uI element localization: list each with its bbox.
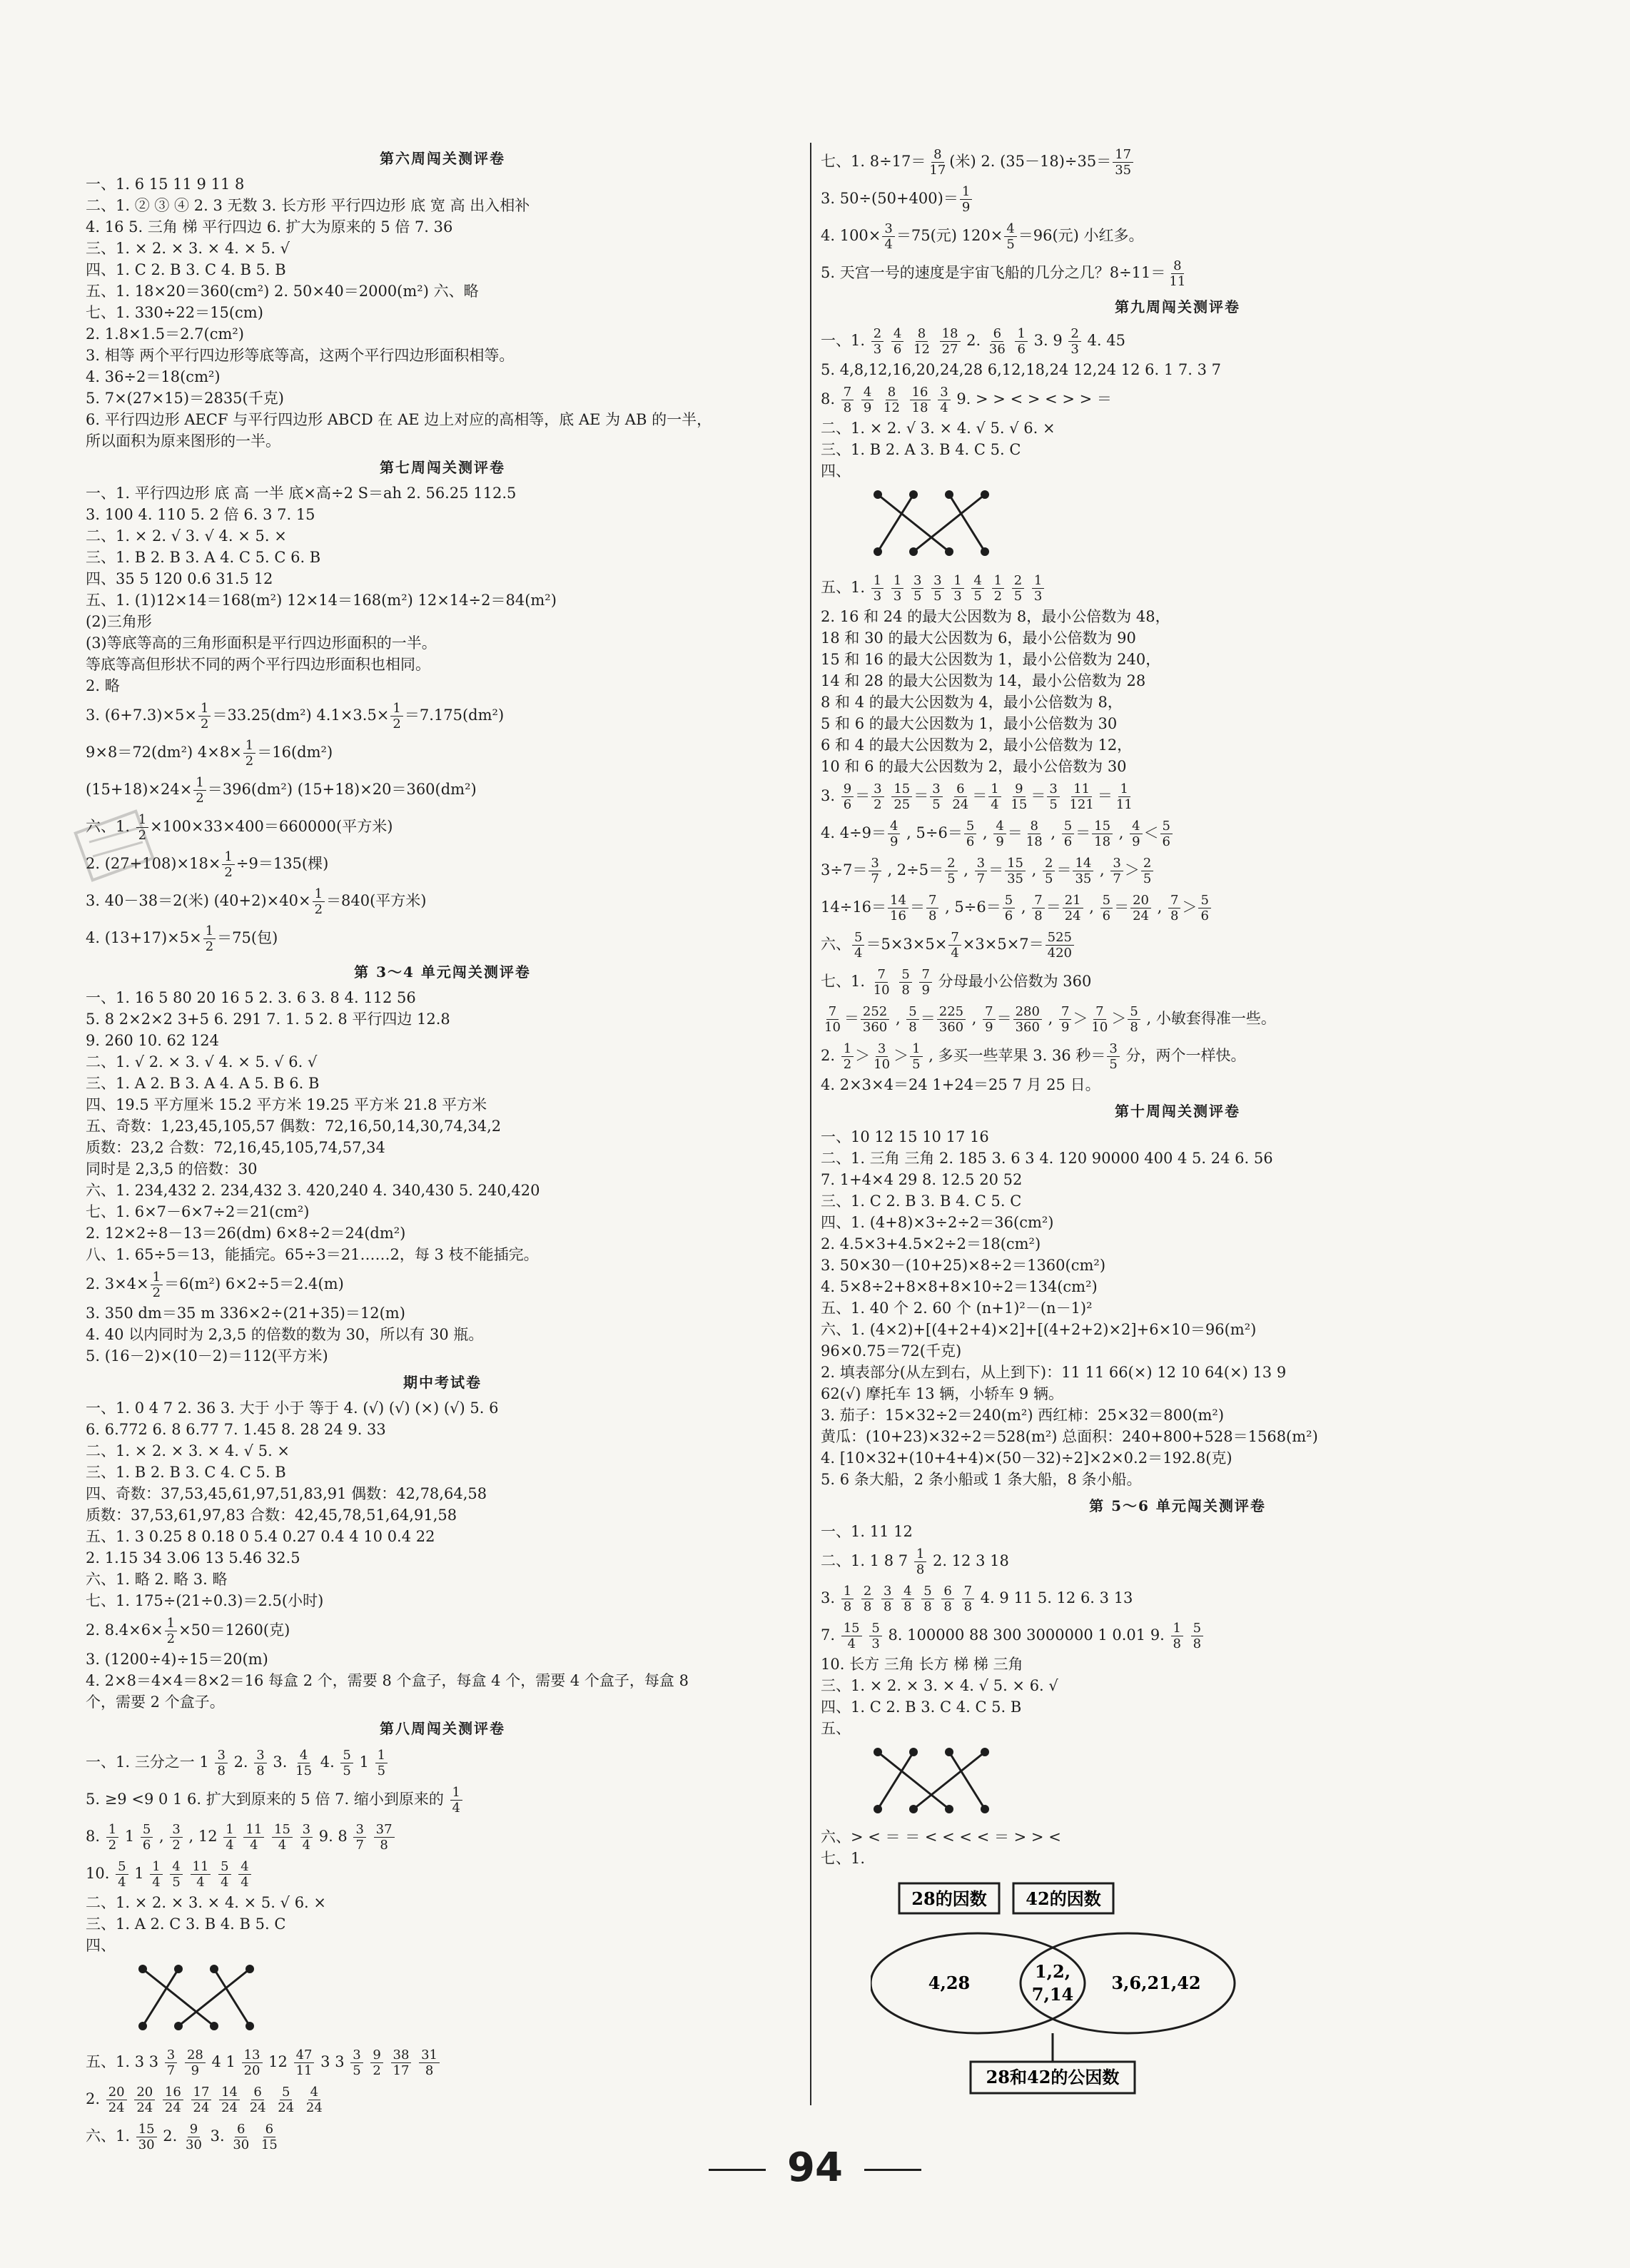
answer-line: 二、1. × 2. × 3. × 4. × 5. √ 6. × <box>86 1894 327 1911</box>
answer-line: 三、1. B 2. B 3. C 4. C 5. B <box>86 1464 286 1481</box>
venn-diagram <box>871 1869 1270 2112</box>
answer-line: 4. 40 以内同时为 2,3,5 的倍数的数为 30，所以有 30 瓶。 <box>86 1326 484 1343</box>
answer-line: 2. 填表部分(从左到右，从上到下)：11 11 66(×) 12 10 64(×) 13 9 <box>821 1364 1287 1381</box>
answer-line: 五、1. 3 0.25 8 0.18 0 5.4 0.27 0.4 4 10 0.4 22 <box>86 1528 435 1545</box>
section-title: 第九周闯关测评卷 <box>1115 298 1240 315</box>
answer-line: 5. 6 条大船，2 条小船或 1 条大船，8 条小船。 <box>821 1471 1142 1488</box>
venn-left-only: 4,28 <box>928 1973 971 1993</box>
matching-lines-diagram <box>864 1745 1006 1816</box>
answer-line: 3. 100 4. 110 5. 2 倍 6. 3 7. 15 <box>86 506 315 523</box>
answer-line: 等底等高但形状不同的两个平行四边形面积也相同。 <box>86 656 430 673</box>
answer-line: 15 和 16 的最大公因数为 1，最小公倍数为 240， <box>821 651 1161 668</box>
answer-line: 四、19.5 平方厘米 15.2 平方米 19.25 平方米 21.8 平方米 <box>86 1096 487 1113</box>
answer-line: 96×0.75＝72(千克) <box>821 1342 962 1360</box>
answer-line: 2. (27+108)×18× $\frac{1}{2}$ ÷9＝135(棵) <box>86 849 329 880</box>
answer-line: 2. 16 和 24 的最大公因数为 8，最小公倍数为 48， <box>821 608 1170 625</box>
answer-line: 5. (16－2)×(10－2)＝112(平方米) <box>86 1347 328 1365</box>
column-divider <box>810 143 811 2105</box>
answer-line: 一、1. 11 12 <box>821 1523 913 1540</box>
answer-line: 个，需要 2 个盒子。 <box>86 1694 225 1711</box>
section-title: 第 5～6 单元闯关测评卷 <box>1089 1497 1266 1514</box>
answer-line: 四、 <box>821 462 851 480</box>
section-title: 第十周闯关测评卷 <box>1115 1103 1240 1120</box>
answer-line: 三、1. C 2. B 3. B 4. C 5. C <box>821 1193 1022 1210</box>
answer-line: 五、1. 40 个 2. 60 个 (n+1)²－(n－1)² <box>821 1300 1093 1317</box>
answer-line: 五、 <box>821 1720 851 1737</box>
answer-line: 三、1. B 2. B 3. A 4. C 5. C 6. B <box>86 549 321 566</box>
answer-line: 五、奇数：1,23,45,105,57 偶数：72,16,50,14,30,74,34,2 <box>86 1118 502 1135</box>
answer-line: 三、1. × 2. × 3. × 4. √ 5. × 6. √ <box>821 1677 1058 1694</box>
answer-line: 18 和 30 的最大公因数为 6，最小公倍数为 90 <box>821 629 1136 647</box>
answer-line: 5. 4,8,12,16,20,24,28 6,12,18,24 12,24 12 6. 1 7. 3 7 <box>821 361 1222 378</box>
answer-line: 二、1. × 2. √ 3. × 4. √ 5. √ 6. × <box>821 420 1056 437</box>
answer-line: 2. 略 <box>86 677 120 694</box>
answer-line: 4. (13+17)×5× $\frac{1}{2}$ ＝75(包) <box>86 923 278 954</box>
answer-line: 四、1. C 2. B 3. C 4. B 5. B <box>86 261 286 278</box>
answer-line: 2. $\frac{1}{2}$ ＞ $\frac{3}{10}$ ＞ $\frac{1}{5}$ , 多买一些苹果 3. 36 秒＝ $\frac{3}{5}$ 分，两个一样快。 <box>821 1041 1246 1072</box>
answer-line: 五、1. 3 3 $\frac{3}{7}$ $\frac{28}{9}$ 4 1 $\frac{13}{20}$ 12 $\frac{47}{11}$ 3 3 $\frac{3}{5}$ $\frac{9}{2}$ $\frac{38}{17}$ $\frac{31}{8}$ <box>86 2043 799 2080</box>
answer-line: 3. 相等 两个平行四边形等底等高，这两个平行四边形面积相等。 <box>86 347 515 364</box>
answer-line: 二、1. √ 2. × 3. √ 4. × 5. √ 6. √ <box>86 1053 318 1070</box>
answer-line: 二、1. × 2. √ 3. √ 4. × 5. × <box>86 527 287 545</box>
answer-line: 3. (6+7.3)×5× $\frac{1}{2}$ ＝33.25(dm²) 4.1×3.5× $\frac{1}{2}$ ＝7.175(dm²) <box>86 701 505 731</box>
right-column <box>821 143 1534 2115</box>
answer-line: 六、> < ＝ ＝ < < < < ＝ > > < <box>821 1828 1061 1846</box>
answer-line: 黄瓜：(10+23)×32÷2＝528(m²) 总面积：240+800+528＝1568(m²) <box>821 1428 1318 1445</box>
answer-line: 二、1. × 2. × 3. × 4. √ 5. × <box>86 1442 290 1459</box>
answer-line: 七、1. 6×7－6×7÷2＝21(cm²) <box>86 1203 310 1220</box>
answer-line: 4. 4÷9＝ $\frac{4}{9}$ , 5÷6＝ $\frac{5}{6}$ , $\frac{4}{9}$ ＝ $\frac{8}{18}$ , $\frac{5}{6}$ ＝ $\frac{15}{18}$ , $\frac{4}{9}$ ＜ $\frac{5}{6}$ <box>821 814 1534 851</box>
answer-line: 5. 8 2×2×2 3+5 6. 291 7. 1. 5 2. 8 平行四边 12.8 <box>86 1011 450 1028</box>
answer-line: 六、1. $\frac{1}{2}$ ×100×33×400＝660000(平方米) <box>86 812 393 843</box>
answer-line: 六、1. 234,432 2. 234,432 3. 420,240 4. 340,430 5. 240,420 <box>86 1182 540 1199</box>
section-title: 期中考试卷 <box>403 1374 482 1391</box>
answer-line: 八、1. 65÷5＝13，能插完。65÷3＝21……2，每 3 枝不能插完。 <box>86 1246 539 1263</box>
answer-line: 3. 茄子：15×32÷2＝240(m²) 西红柿：25×32＝800(m²) <box>821 1407 1225 1424</box>
answer-line: 5. ≥9 <9 0 1 6. 扩大到原来的 5 倍 7. 缩小到原来的 $\frac{1}{4}$ <box>86 1781 799 1818</box>
answer-line: (15+18)×24× $\frac{1}{2}$ ＝396(dm²) (15+18)×20＝360(dm²) <box>86 775 477 806</box>
answer-line: 6. 6.772 6. 8 6.77 7. 1.45 8. 28 24 9. 33 <box>86 1421 386 1438</box>
answer-line: 4. 100× $\frac{3}{4}$ ＝75(元) 120× $\frac{4}{5}$ ＝96(元) 小红多。 <box>821 221 1144 252</box>
answer-line: 4. [10×32+(10+4+4)×(50－32)÷2]×2×0.2＝192.8(克) <box>821 1449 1232 1467</box>
stamp-icon <box>71 799 164 892</box>
answer-line: 2. 1.8×1.5＝2.7(cm²) <box>86 325 244 343</box>
answer-line: 一、1. 6 15 11 9 11 8 <box>86 176 245 193</box>
answer-line: 7. $\frac{15}{4}$ $\frac{5}{3}$ 8. 100000 88 300 3000000 1 0.01 9. $\frac{1}{8}$ $\frac{5}{8}$ <box>821 1616 1534 1654</box>
answer-line: 一、1. $\frac{2}{3}$ $\frac{4}{6}$ $\frac{8}{12}$ $\frac{18}{27}$ 2. $\frac{6}{36}$ $\frac{1}{6}$ 3. 9 $\frac{2}{3}$ 4. 45 <box>821 326 1125 357</box>
answer-line: 2. 3×4× $\frac{1}{2}$ ＝6(m²) 6×2÷5＝2.4(m) <box>86 1270 344 1300</box>
answer-line: 五、1. (1)12×14＝168(m²) 12×14＝168(m²) 12×14÷2＝84(m²) <box>86 592 557 609</box>
answer-line: 3. 40－38＝2(米) (40+2)×40× $\frac{1}{2}$ ＝840(平方米) <box>86 886 427 917</box>
venn-right-label: 42的因数 <box>1026 1888 1101 1909</box>
answer-line: 10. $\frac{5}{4}$ 1 $\frac{1}{4}$ $\frac{4}{5}$ $\frac{11}{4}$ $\frac{5}{4}$ $\frac{4}{4}$ <box>86 1855 799 1892</box>
section-title: 第六周闯关测评卷 <box>380 150 505 167</box>
answer-line: 2. 8.4×6× $\frac{1}{2}$ ×50＝1260(克) <box>86 1616 290 1646</box>
left-column <box>86 143 799 2155</box>
answer-line: 三、1. B 2. A 3. B 4. C 5. C <box>821 441 1021 458</box>
answer-line: 10 和 6 的最大公因数为 2，最小公倍数为 30 <box>821 758 1127 775</box>
answer-line: 六、1. (4×2)+[(4+2+4)×2]+[(4+2+2)×2]+6×10＝96(m²) <box>821 1321 1257 1338</box>
answer-line: 七、1. $\frac{7}{10}$ $\frac{5}{8}$ $\frac{7}{9}$ 分母最小公倍数为 360 <box>821 967 1092 998</box>
answer-line: 5 和 6 的最大公因数为 1，最小公倍数为 30 <box>821 715 1118 732</box>
venn-common: 7,14 <box>1031 1984 1074 2005</box>
answer-line: 14 和 28 的最大公因数为 14，最小公倍数为 28 <box>821 672 1146 689</box>
answer-line: 14÷16＝ $\frac{14}{16}$ ＝ $\frac{7}{8}$ , 5÷6＝ $\frac{5}{6}$ , $\frac{7}{8}$ ＝ $\frac{21}{24}$ , $\frac{5}{6}$ ＝ $\frac{20}{24}$ , $\frac{7}{8}$ ＞ $\frac{5}{6}$ <box>821 889 1534 926</box>
answer-line: 三、1. A 2. C 3. B 4. B 5. C <box>86 1915 286 1933</box>
answer-line: 6. 平行四边形 AECF 与平行四边形 ABCD 在 AE 边上对应的高相等，底 AE 为 AB 的一半， <box>86 411 712 428</box>
answer-line: 四、奇数：37,53,45,61,97,51,83,91 偶数：42,78,64,58 <box>86 1485 487 1502</box>
answer-line: 二、1. ② ③ ④ 2. 3 无数 3. 长方形 平行四边形 底 宽 高 出入相补 <box>86 197 530 214</box>
answer-line: 3. $\frac{9}{6}$ ＝ $\frac{3}{2}$ $\frac{15}{25}$ ＝ $\frac{3}{5}$ $\frac{6}{24}$ ＝ $\frac{1}{4}$ $\frac{9}{15}$ ＝ $\frac{3}{5}$ $\frac{11}{121}$ ＝ $\frac{1}{11}$ <box>821 781 1133 812</box>
section-title: 第八周闯关测评卷 <box>380 1720 505 1737</box>
matching-lines-diagram <box>864 487 1006 559</box>
section-title: 第 3～4 单元闯关测评卷 <box>354 963 531 981</box>
answer-line: 七、1. 8÷17＝ $\frac{8}{17}$ (米) 2. (35－18)÷35＝ $\frac{17}{35}$ <box>821 143 1534 180</box>
answer-line: 7. 1+4×4 29 8. 12.5 20 52 <box>821 1171 1023 1188</box>
answer-line: 2. 12×2÷8－13＝26(dm) 6×8÷2＝24(dm²) <box>86 1225 406 1242</box>
page-number: 94 <box>0 2145 1630 2191</box>
answer-line: 同时是 2,3,5 的倍数：30 <box>86 1160 258 1178</box>
answer-line: 2. 4.5×3+4.5×2÷2＝18(cm²) <box>821 1235 1041 1252</box>
answer-line: 六、 $\frac{5}{4}$ ＝5×3×5× $\frac{7}{4}$ ×3×5×7＝ $\frac{525}{420}$ <box>821 926 1534 963</box>
answer-line: 三、1. A 2. B 3. A 4. A 5. B 6. B <box>86 1075 320 1092</box>
answer-line: 一、1. 平行四边形 底 高 一半 底×高÷2 S＝ah 2. 56.25 112.5 <box>86 485 517 502</box>
answer-line: 一、1. 0 4 7 2. 36 3. 大于 小于 等于 4. (√) (√) (×) (√) 5. 6 <box>86 1399 499 1417</box>
answer-line: 3. 350 dm＝35 m 336×2÷(21+35)＝12(m) <box>86 1305 405 1322</box>
answer-line: 六、1. 略 2. 略 3. 略 <box>86 1571 228 1588</box>
answer-line: 质数：23,2 合数：72,16,45,105,74,57,34 <box>86 1139 385 1156</box>
venn-common: 1,2, <box>1034 1961 1071 1982</box>
answer-line: 二、1. 三角 三角 2. 185 3. 6 3 4. 120 90000 400 4 5. 24 6. 56 <box>821 1150 1273 1167</box>
answer-line: 二、1. 1 8 7 $\frac{1}{8}$ 2. 12 3 18 <box>821 1546 1009 1577</box>
answer-line: 2. 1.15 34 3.06 13 5.46 32.5 <box>86 1549 300 1566</box>
answer-line: (3)等底等高的三角形面积是平行四边形面积的一半。 <box>86 634 437 652</box>
answer-line: 4. 16 5. 三角 梯 平行四边 6. 扩大为原来的 5 倍 7. 36 <box>86 218 453 236</box>
answer-line: 四、1. (4+8)×3÷2÷2＝36(cm²) <box>821 1214 1054 1231</box>
answer-line: 3÷7＝ $\frac{3}{7}$ , 2÷5＝ $\frac{2}{5}$ , $\frac{3}{7}$ ＝ $\frac{15}{35}$ , $\frac{2}{5}$ ＝ $\frac{14}{35}$ , $\frac{3}{7}$ ＞ $\frac{2}{5}$ <box>821 851 1534 889</box>
answer-line: 一、1. 16 5 80 20 16 5 2. 3. 6 3. 8 4. 112 56 <box>86 989 416 1006</box>
answer-line: 9×8＝72(dm²) 4×8× $\frac{1}{2}$ ＝16(dm²) <box>86 738 333 769</box>
answer-line: 62(√) 摩托车 13 辆，小轿车 9 辆。 <box>821 1385 1063 1402</box>
answer-line: 8 和 4 的最大公因数为 4，最小公倍数为 8， <box>821 694 1123 711</box>
answer-line: 8. $\frac{1}{2}$ 1 $\frac{5}{6}$ , $\frac{3}{2}$ , 12 $\frac{1}{4}$ $\frac{11}{4}$ $\frac{15}{4}$ $\frac{3}{4}$ 9. 8 $\frac{3}{7}$ $\frac{37}{8}$ <box>86 1818 799 1855</box>
answer-line: 5. 天宫一号的速度是宇宙飞船的几分之几？8÷11＝ $\frac{8}{11}$ <box>821 258 1186 289</box>
answer-line: 六、1. $\frac{15}{30}$ 2. $\frac{9}{30}$ 3. $\frac{6}{30}$ $\frac{6}{15}$ <box>86 2122 278 2152</box>
answer-line: 9. 260 10. 62 124 <box>86 1032 220 1049</box>
answer-line: 4. 2×3×4＝24 1+24＝25 7 月 25 日。 <box>821 1076 1100 1093</box>
answer-line: 五、1. 18×20＝360(cm²) 2. 50×40＝2000(m²) 六、略 <box>86 283 479 300</box>
answer-line: 4. 2×8＝4×4＝8×2＝16 每盒 2 个，需要 8 个盒子，每盒 4 个，需要 4 个盒子，每盒 8 <box>86 1672 689 1689</box>
section-title: 第七周闯关测评卷 <box>380 459 505 476</box>
answer-line: 3. $\frac{1}{8}$ $\frac{2}{8}$ $\frac{3}{8}$ $\frac{4}{8}$ $\frac{5}{8}$ $\frac{6}{8}$ $\frac{7}{8}$ 4. 9 11 5. 12 6. 3 13 <box>821 1584 1133 1614</box>
matching-lines-diagram <box>128 1962 271 2033</box>
answer-line: 4. 5×8÷2+8×8+8×10÷2＝134(cm²) <box>821 1278 1098 1295</box>
answer-line: 10. 长方 三角 长方 梯 梯 三角 <box>821 1656 1023 1673</box>
answer-line: 3. (1200÷4)÷15＝20(m) <box>86 1651 268 1668</box>
answer-line: 4. 36÷2＝18(cm²) <box>86 368 221 385</box>
answer-line: 6 和 4 的最大公因数为 2，最小公倍数为 12， <box>821 736 1133 754</box>
answer-line: 8. $\frac{7}{8}$ $\frac{4}{9}$ $\frac{8}{12}$ $\frac{16}{18}$ $\frac{3}{4}$ 9. > > < > < > > ＝ <box>821 385 1112 415</box>
venn-right-only: 3,6,21,42 <box>1111 1973 1201 1993</box>
answer-line: 一、10 12 15 10 17 16 <box>821 1128 989 1145</box>
answer-line: 七、1. 330÷22＝15(cm) <box>86 304 263 321</box>
answer-line: 5. 7×(27×15)＝2835(千克) <box>86 390 284 407</box>
answer-line: 3. 50÷(50+400)＝ $\frac{1}{9}$ <box>821 180 1534 217</box>
answer-line: 所以面积为原来图形的一半。 <box>86 432 280 450</box>
answer-line: 七、1. 175÷(21÷0.3)＝2.5(小时) <box>86 1592 324 1609</box>
answer-line: 3. 50×30－(10+25)×8÷2＝1360(cm²) <box>821 1257 1106 1274</box>
answer-line: 四、 <box>86 1937 116 1954</box>
answer-line: 四、1. C 2. B 3. C 4. C 5. B <box>821 1699 1022 1716</box>
answer-line: 三、1. × 2. × 3. × 4. × 5. √ <box>86 240 290 257</box>
answer-line: 四、35 5 120 0.6 31.5 12 <box>86 570 273 587</box>
answer-line: 五、1. $\frac{1}{3}$ $\frac{1}{3}$ $\frac{3}{5}$ $\frac{3}{5}$ $\frac{1}{3}$ $\frac{4}{5}$ $\frac{1}{2}$ $\frac{2}{5}$ $\frac{1}{3}$ <box>821 569 1534 606</box>
answer-line: (2)三角形 <box>86 613 152 630</box>
answer-line: 七、1. <box>821 1850 866 1867</box>
venn-left-label: 28的因数 <box>911 1888 987 1909</box>
answer-line: $\frac{7}{10}$ ＝ $\frac{252}{360}$ , $\frac{5}{8}$ ＝ $\frac{225}{360}$ , $\frac{7}{9}$ ＝ $\frac{280}{360}$ , $\frac{7}{9}$ ＞ $\frac{7}{10}$ ＞ $\frac{5}{8}$ , 小敏套得准一些。 <box>824 1004 1276 1035</box>
answer-line: 一、1. 三分之一 1 $\frac{3}{8}$ 2. $\frac{3}{8}$ 3. $\frac{4}{15}$ 4. $\frac{5}{5}$ 1 $\frac{1}{5}$ <box>86 1743 799 1781</box>
answer-line: 2. $\frac{20}{24}$ $\frac{20}{24}$ $\frac{16}{24}$ $\frac{17}{24}$ $\frac{14}{24}$ $\frac{6}{24}$ $\frac{5}{24}$ $\frac{4}{24}$ <box>86 2085 323 2115</box>
venn-bottom-label: 28和42的公因数 <box>986 2067 1120 2087</box>
answer-line: 质数：37,53,61,97,83 合数：42,45,78,51,64,91,58 <box>86 1507 457 1524</box>
